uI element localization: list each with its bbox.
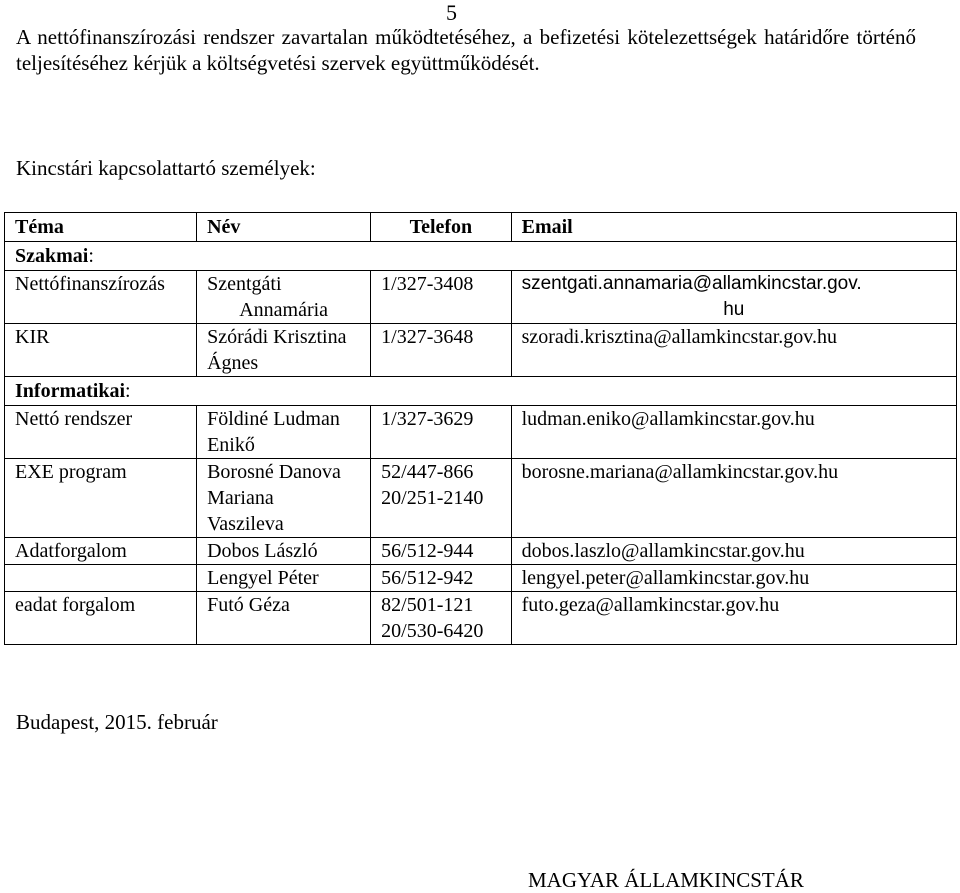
table-row xyxy=(5,406,957,459)
cell-telefon xyxy=(371,324,511,377)
email-line: ludman.eniko@allamkincstar.gov.hu xyxy=(521,408,815,430)
name-line: Futó Géza xyxy=(207,594,290,616)
email-line: hu xyxy=(723,299,745,320)
table-row xyxy=(5,538,957,565)
cell-nev xyxy=(197,271,371,324)
email-line: szoradi.krisztina@allamkincstar.gov.hu xyxy=(521,326,837,348)
name-line: Mariana xyxy=(207,487,274,509)
name-line: Szórádi Krisztina xyxy=(207,326,347,348)
phone-line: 1/327-3648 xyxy=(381,326,474,348)
section-row-szakmai xyxy=(5,242,957,271)
section-colon: : xyxy=(125,380,131,402)
header-telefon: Telefon xyxy=(371,213,511,242)
table-row xyxy=(5,592,957,645)
section-row-informatikai xyxy=(5,377,957,406)
cell-tema: Adatforgalom xyxy=(5,538,197,565)
cell-tema xyxy=(5,565,197,592)
email-line: lengyel.peter@allamkincstar.gov.hu xyxy=(521,567,810,589)
cell-email xyxy=(511,324,956,377)
cell-tema: EXE program xyxy=(5,459,197,538)
phone-line: 56/512-942 xyxy=(381,567,474,589)
phone-line: 1/327-3408 xyxy=(381,273,474,295)
cell-tema: Nettó rendszer xyxy=(5,406,197,459)
table-row xyxy=(5,271,957,324)
date-line: Budapest, 2015. február xyxy=(16,710,218,734)
name-line: Borosné Danova xyxy=(207,461,341,483)
name-line: Dobos László xyxy=(207,540,318,562)
name-line: Szentgáti xyxy=(207,273,282,295)
section-colon: : xyxy=(88,245,94,267)
section-cell-szakmai xyxy=(5,242,957,271)
cell-email xyxy=(511,538,956,565)
cell-email xyxy=(511,592,956,645)
email-line: dobos.laszlo@allamkincstar.gov.hu xyxy=(521,540,805,562)
cell-email xyxy=(511,271,956,324)
section-label-informatikai: Informatikai xyxy=(15,380,125,402)
name-line: Földiné Ludman xyxy=(207,408,340,430)
table-row xyxy=(5,565,957,592)
cell-email xyxy=(511,459,956,538)
cell-nev xyxy=(197,565,371,592)
table-row xyxy=(5,459,957,538)
cell-telefon xyxy=(371,538,511,565)
organization-name: MAGYAR ÁLLAMKINCSTÁR xyxy=(528,868,804,892)
cell-email xyxy=(511,406,956,459)
cell-nev xyxy=(197,592,371,645)
phone-line: 20/530-6420 xyxy=(381,620,484,642)
cell-tema: KIR xyxy=(5,324,197,377)
name-line: Vaszileva xyxy=(207,513,284,535)
cell-nev xyxy=(197,538,371,565)
cell-tema: eadat forgalom xyxy=(5,592,197,645)
cell-telefon xyxy=(371,459,511,538)
cell-telefon xyxy=(371,592,511,645)
contacts-table xyxy=(4,212,957,645)
header-tema: Téma xyxy=(5,213,197,242)
table-header-row xyxy=(5,213,957,242)
section-label-szakmai: Szakmai xyxy=(15,245,89,267)
intro-paragraph: A nettófinanszírozási rendszer zavartalan működtetéséhez, a befizetési kötelezettségek határidőre történő teljesítéséhez kérjük a költségvetési szervek együttműködését. xyxy=(16,25,916,75)
name-line: Lengyel Péter xyxy=(207,567,319,589)
email-line: borosne.mariana@allamkincstar.gov.hu xyxy=(521,461,839,483)
header-nev: Név xyxy=(197,213,371,242)
cell-telefon xyxy=(371,406,511,459)
section-cell-informatikai xyxy=(5,377,957,406)
email-line: szentgati.annamaria@allamkincstar.gov. xyxy=(521,273,862,294)
cell-email xyxy=(511,565,956,592)
header-email: Email xyxy=(511,213,956,242)
cell-nev xyxy=(197,324,371,377)
cell-telefon xyxy=(371,565,511,592)
phone-line: 1/327-3629 xyxy=(381,408,474,430)
cell-telefon xyxy=(371,271,511,324)
name-line: Annamária xyxy=(239,299,329,321)
phone-line: 52/447-866 xyxy=(381,461,474,483)
phone-line: 82/501-121 xyxy=(381,594,474,616)
page-number: 5 xyxy=(446,0,457,25)
phone-line: 20/251-2140 xyxy=(381,487,484,509)
name-line: Ágnes xyxy=(207,352,259,374)
email-line: futo.geza@allamkincstar.gov.hu xyxy=(521,594,780,616)
name-line: Enikő xyxy=(207,434,255,456)
section-title: Kincstári kapcsolattartó személyek: xyxy=(16,156,316,180)
cell-nev xyxy=(197,459,371,538)
cell-nev xyxy=(197,406,371,459)
phone-line: 56/512-944 xyxy=(381,540,474,562)
cell-tema: Nettófinanszírozás xyxy=(5,271,197,324)
table-row xyxy=(5,324,957,377)
